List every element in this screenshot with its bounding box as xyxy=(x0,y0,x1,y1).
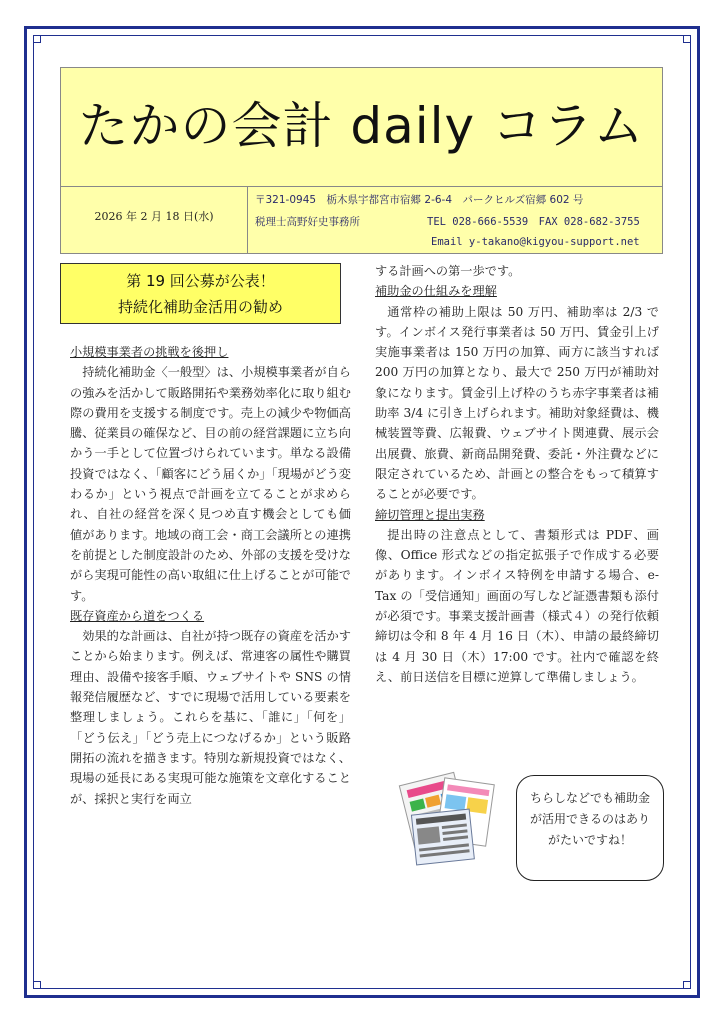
divider xyxy=(61,186,662,187)
page-title: たかの会計 daily コラム xyxy=(78,97,645,155)
section-body: 効果的な計画は、自社が持つ既存の資産を活かすことから始まります。例えば、常連客の属性や購買理由、設備や接客手順、ウェブサイトや SNS の情報発信履歴など、すでに現場で活用している要素を整理しましょう。これらを基に、「誰に」「何を」「どう伝え」「どう売上につなげるか」という販路開拓の流れを描きます。特別な新規投資ではなく、現場の延長にある実現可能な施策を文章化することが、採択と実行を両立 xyxy=(70,629,351,806)
section-body: 提出時の注意点として、書類形式は PDF、画像、Office 形式などの指定拡張子で作成する必要があります。インボイス特例を申請する場合、e-Tax の「受信通知」画面の写しなど証憑書類も添付が必須です。事業支援計画書（様式４）の発行依頼締切は令和 8 年 4 月 16 日（木）、申請の最終締切は 4 月 30 日（木）17:00 です。社内で確認を終え、前日送信を目標に逆算して準備しましょう。 xyxy=(375,527,659,684)
office-name: 税理士高野好史事務所 xyxy=(255,216,360,228)
left-column xyxy=(70,342,351,809)
section-heading: 締切管理と提出実務 xyxy=(375,507,485,522)
masthead xyxy=(60,67,663,254)
section-heading: 小規模事業者の挑戦を後押し xyxy=(70,345,229,359)
section-heading: 補助金の仕組みを理解 xyxy=(375,284,497,299)
corner-ornament xyxy=(30,32,44,46)
issue-date: 2026 年 2 月 18 日(水) xyxy=(94,210,214,223)
office-tel-fax: TEL 028-666-5539 FAX 028-682-3755 xyxy=(427,216,640,228)
corner-ornament xyxy=(680,978,694,992)
divider xyxy=(247,186,248,254)
flyers-illustration-icon xyxy=(388,768,498,868)
continued-text: する計画への第一歩です。 xyxy=(375,264,521,278)
office-email[interactable]: Email y-takano@kigyou-support.net xyxy=(431,236,640,248)
corner-ornament xyxy=(30,978,44,992)
right-column xyxy=(375,261,659,687)
office-address: 〒321-0945 栃木県宇都宮市宿郷 2-6-4 パークヒルズ宿郷 602 号 xyxy=(255,194,584,206)
headline-line1: 第 19 回公募が公表！ xyxy=(126,272,275,290)
headline-line2: 持続化補助金活用の勧め xyxy=(117,298,283,316)
section-heading: 既存資産から道をつくる xyxy=(70,608,205,623)
speech-bubble: ちらしなどでも補助金が活用できるのはありがたいですね！ xyxy=(516,775,664,881)
section-body: 持続化補助金〈一般型〉は、小規模事業者が自らの強みを活かして販路開拓や業務効率化に取り組む際の費用を支援する制度です。売上の減少や物価高騰、従業員の確保など、目の前の経営課題に立ち向かう一手として位置づけられています。単なる設備投資ではなく、「顧客にどう届くか」「現場がどう変わるか」という視点で計画を立てることが求められ、自社の経営を深く見つめ直す機会としても価値があります。地域の商工会・商工会議所との連携を前提とした制度設計のため、外部の支援を受けながら実現可能性の高い取組に仕上げることが可能です。 xyxy=(70,365,351,603)
corner-ornament xyxy=(680,32,694,46)
section-body: 通常枠の補助上限は 50 万円、補助率は 2/3 です。インボイス発行事業者は 50 万円、賃金引上げ実施事業者は 150 万円の加算、両方に該当すれば 200 万円の加算となり、最大で 250 万円が補助対象になります。賃金引上げ枠のうち赤字事業者は補助率 3/4 に引き上げられます。補助対象経費は、機械装置等費、広報費、ウェブサイト関連費、展示会出展費、旅費、新商品開発費、委託・外注費などに限定されているため、計画との整合をもって積算することが必要です。 xyxy=(375,304,659,502)
headline-box xyxy=(60,263,341,324)
